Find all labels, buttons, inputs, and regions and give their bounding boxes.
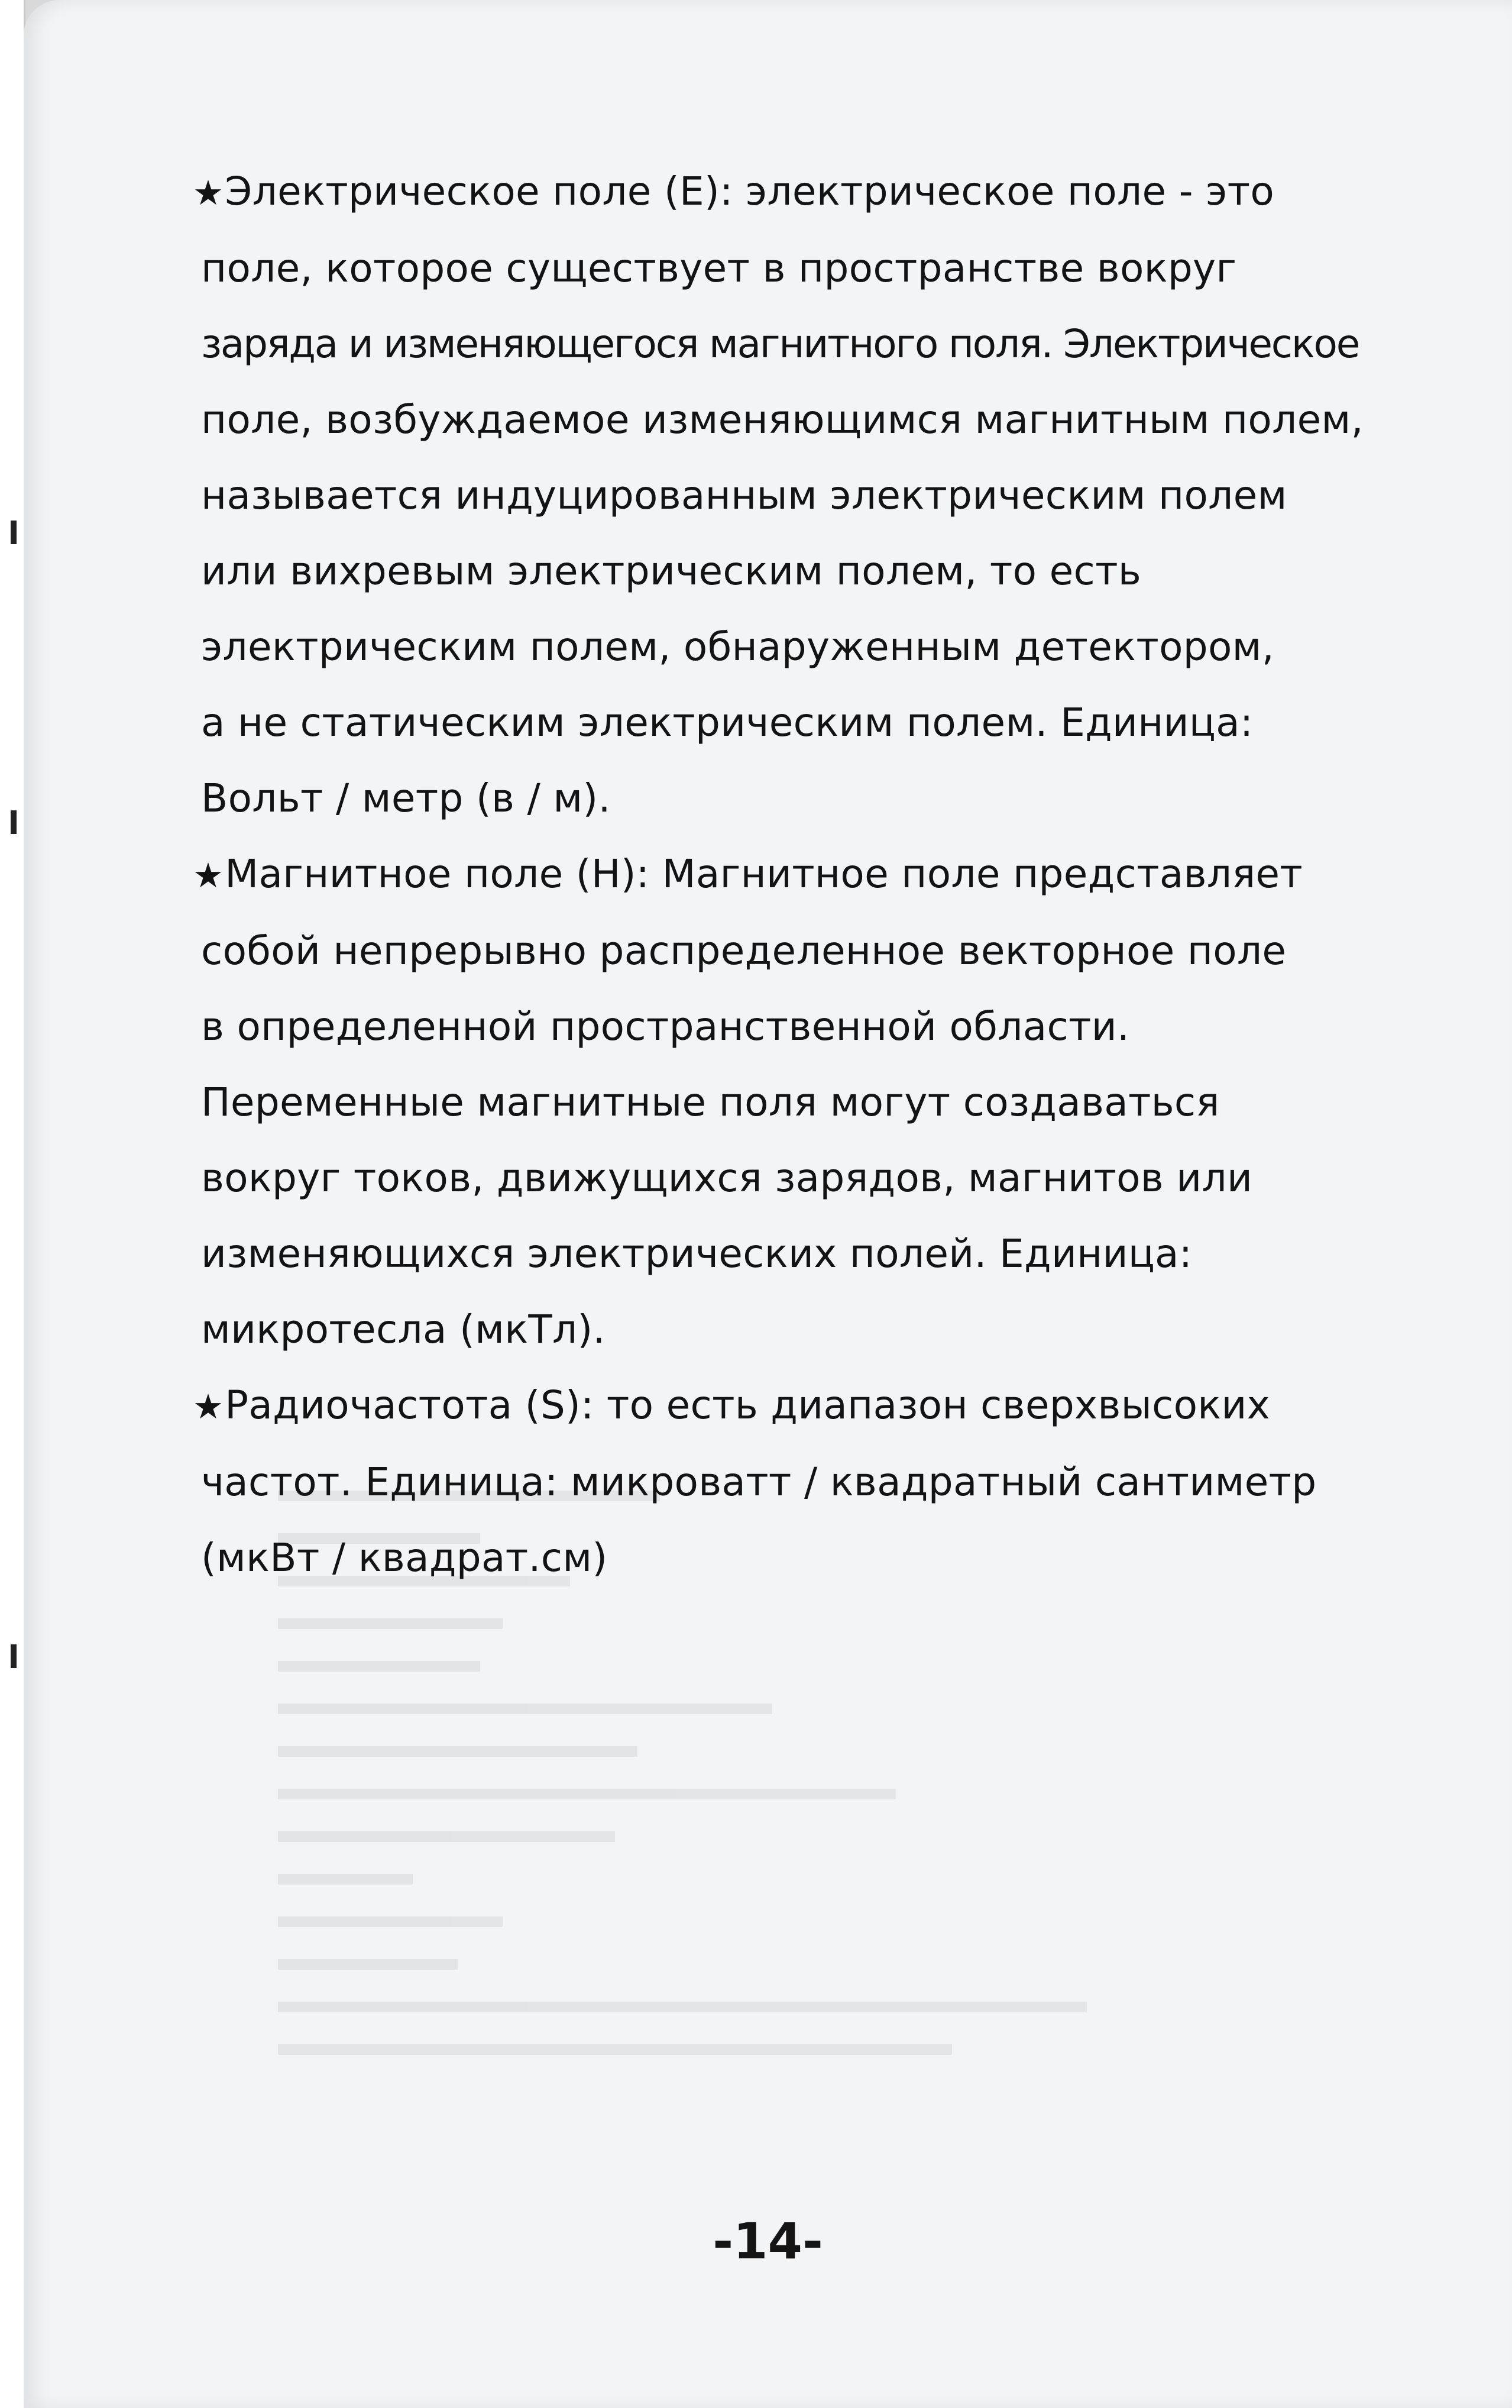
- page-binding-edge: [0, 0, 25, 2408]
- definition-electric-field: [193, 154, 1396, 836]
- text-line: называется индуцированным электрическим полем: [201, 473, 1287, 518]
- text-line: поле, возбуждаемое изменяющимся магнитным полем,: [201, 397, 1364, 442]
- text-line: (мкВт / квадрат.см): [201, 1535, 608, 1580]
- binding-notch: [11, 521, 17, 544]
- text-line: микротесла (мкТл).: [201, 1307, 606, 1352]
- star-icon: ★: [193, 1386, 224, 1427]
- text-line: Вольт / метр (в / м).: [201, 775, 611, 821]
- text-line: ★Магнитное поле (H): Магнитное поле представляет: [201, 836, 1396, 913]
- text-line: или вихревым электрическим полем, то есть: [201, 548, 1142, 594]
- definition-magnetic-field: [193, 836, 1396, 1368]
- text-line: Переменные магнитные поля могут создаваться: [201, 1079, 1220, 1125]
- bleed-through-text: [278, 1491, 1401, 2271]
- page-number: -14-: [713, 2212, 823, 2270]
- text-line: частот. Единица: микроватт / квадратный сантиметр: [201, 1459, 1317, 1505]
- star-icon: ★: [193, 173, 224, 213]
- text-line: вокруг токов, движущихся зарядов, магнитов или: [201, 1155, 1253, 1201]
- text-line: изменяющихся электрических полей. Единица:: [201, 1231, 1193, 1276]
- page-text: [193, 154, 1396, 1596]
- text-line: заряда и изменяющегося магнитного поля. Электрическое: [201, 321, 1359, 367]
- book-page: [24, 0, 1512, 2408]
- binding-notch: [11, 1644, 17, 1668]
- text-line: ★Электрическое поле (E): электрическое поле - это: [201, 154, 1396, 231]
- binding-notch: [11, 810, 17, 834]
- text-line: собой непрерывно распределенное векторное поле: [201, 928, 1287, 974]
- text-line: в определенной пространственной области.: [201, 1004, 1130, 1049]
- text-line: ★Радиочастота (S): то есть диапазон сверхвысоких: [201, 1368, 1396, 1444]
- definition-radio-frequency: [193, 1368, 1396, 1596]
- text-line: а не статическим электрическим полем. Единица:: [201, 700, 1254, 745]
- star-icon: ★: [193, 855, 224, 896]
- text-line: электрическим полем, обнаруженным детектором,: [201, 624, 1274, 670]
- text-line: поле, которое существует в пространстве вокруг: [201, 245, 1237, 291]
